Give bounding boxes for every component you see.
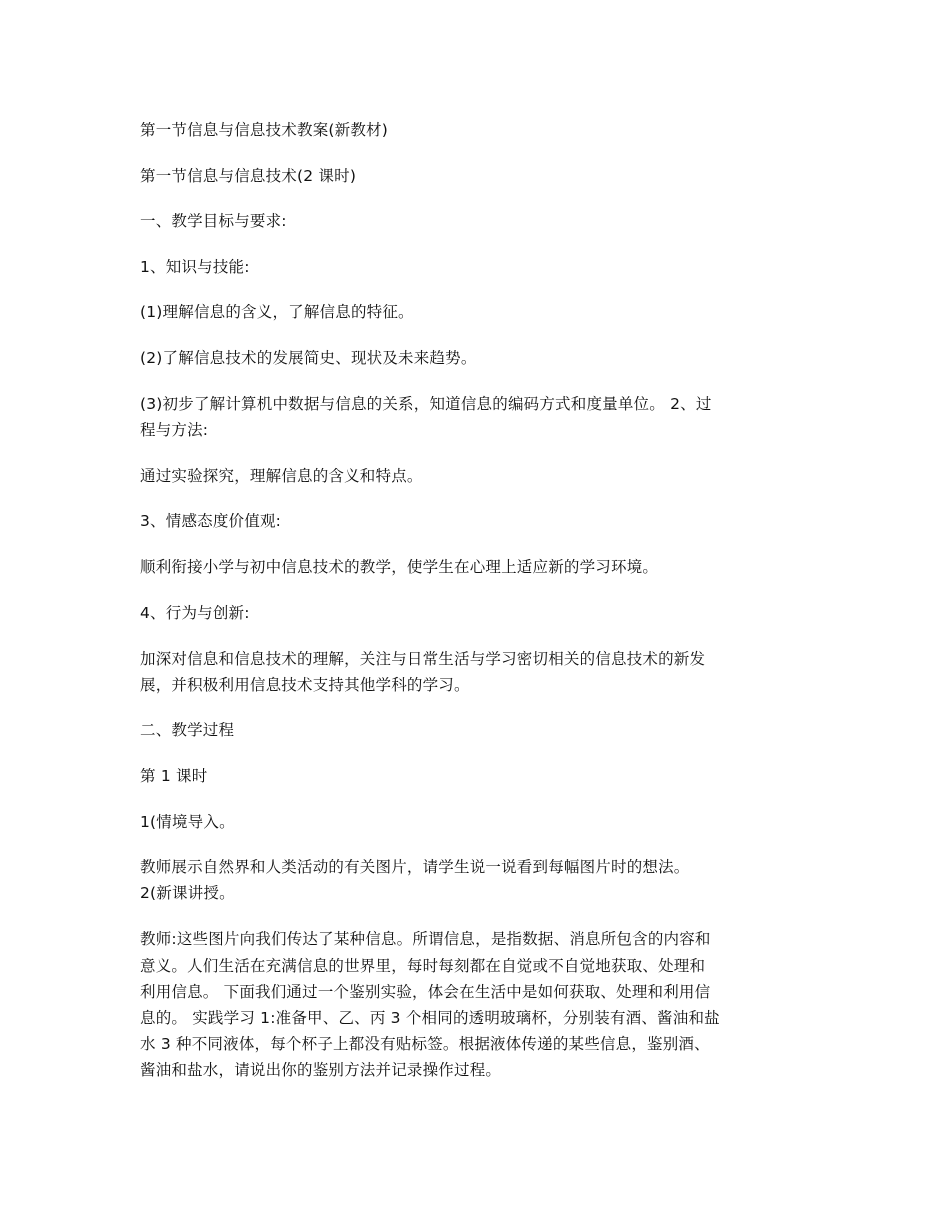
paragraph-line: 教师展示自然界和人类活动的有关图片，请学生说一说看到每幅图片时的想法。	[140, 858, 690, 876]
subsection-heading: 1、知识与技能:	[140, 258, 250, 276]
section-heading: 一、教学目标与要求:	[140, 212, 287, 230]
subsection-heading: 第 1 课时	[140, 767, 208, 785]
subsection-heading: 3、情感态度价值观:	[140, 512, 282, 530]
paragraph-line: 通过实验探究，理解信息的含义和特点。	[140, 467, 423, 485]
paragraph-line: (3)初步了解计算机中数据与信息的关系，知道信息的编码方式和度量单位。 2、过	[140, 395, 712, 413]
paragraph-line: (1)理解信息的含义，了解信息的特征。	[140, 303, 414, 321]
paragraph-line: 2(新课讲授。	[140, 884, 235, 902]
subsection-heading: 4、行为与创新:	[140, 604, 250, 622]
paragraph-line: 意义。人们生活在充满信息的世界里，每时每刻都在自觉或不自觉地获取、处理和	[140, 957, 706, 975]
paragraph-line: (2)了解信息技术的发展简史、现状及未来趋势。	[140, 349, 477, 367]
paragraph-line: 水 3 种不同液体，每个杯子上都没有贴标签。根据液体传递的某些信息，鉴别酒、	[140, 1035, 710, 1053]
document-title: 第一节信息与信息技术教案(新教材)	[140, 121, 388, 139]
paragraph-line: 酱油和盐水，请说出你的鉴别方法并记录操作过程。	[140, 1061, 502, 1079]
section-heading: 第一节信息与信息技术(2 课时)	[140, 167, 357, 185]
paragraph-line: 1(情境导入。	[140, 813, 235, 831]
paragraph-line: 加深对信息和信息技术的理解，关注与日常生活与学习密切相关的信息技术的新发	[140, 650, 706, 668]
paragraph-line: 顺利衔接小学与初中信息技术的教学，使学生在心理上适应新的学习环境。	[140, 558, 659, 576]
paragraph-line: 息的。 实践学习 1:准备甲、乙、丙 3 个相同的透明玻璃杯，分别装有酒、酱油和盐	[140, 1009, 720, 1027]
paragraph-line: 展，并积极利用信息技术支持其他学科的学习。	[140, 676, 470, 694]
paragraph-line: 程与方法:	[140, 421, 209, 439]
paragraph-line: 利用信息。 下面我们通过一个鉴别实验，体会在生活中是如何获取、处理和利用信	[140, 983, 711, 1001]
paragraph-line: 教师:这些图片向我们传达了某种信息。所谓信息，是指数据、消息所包含的内容和	[140, 930, 711, 948]
section-heading: 二、教学过程	[140, 721, 235, 739]
